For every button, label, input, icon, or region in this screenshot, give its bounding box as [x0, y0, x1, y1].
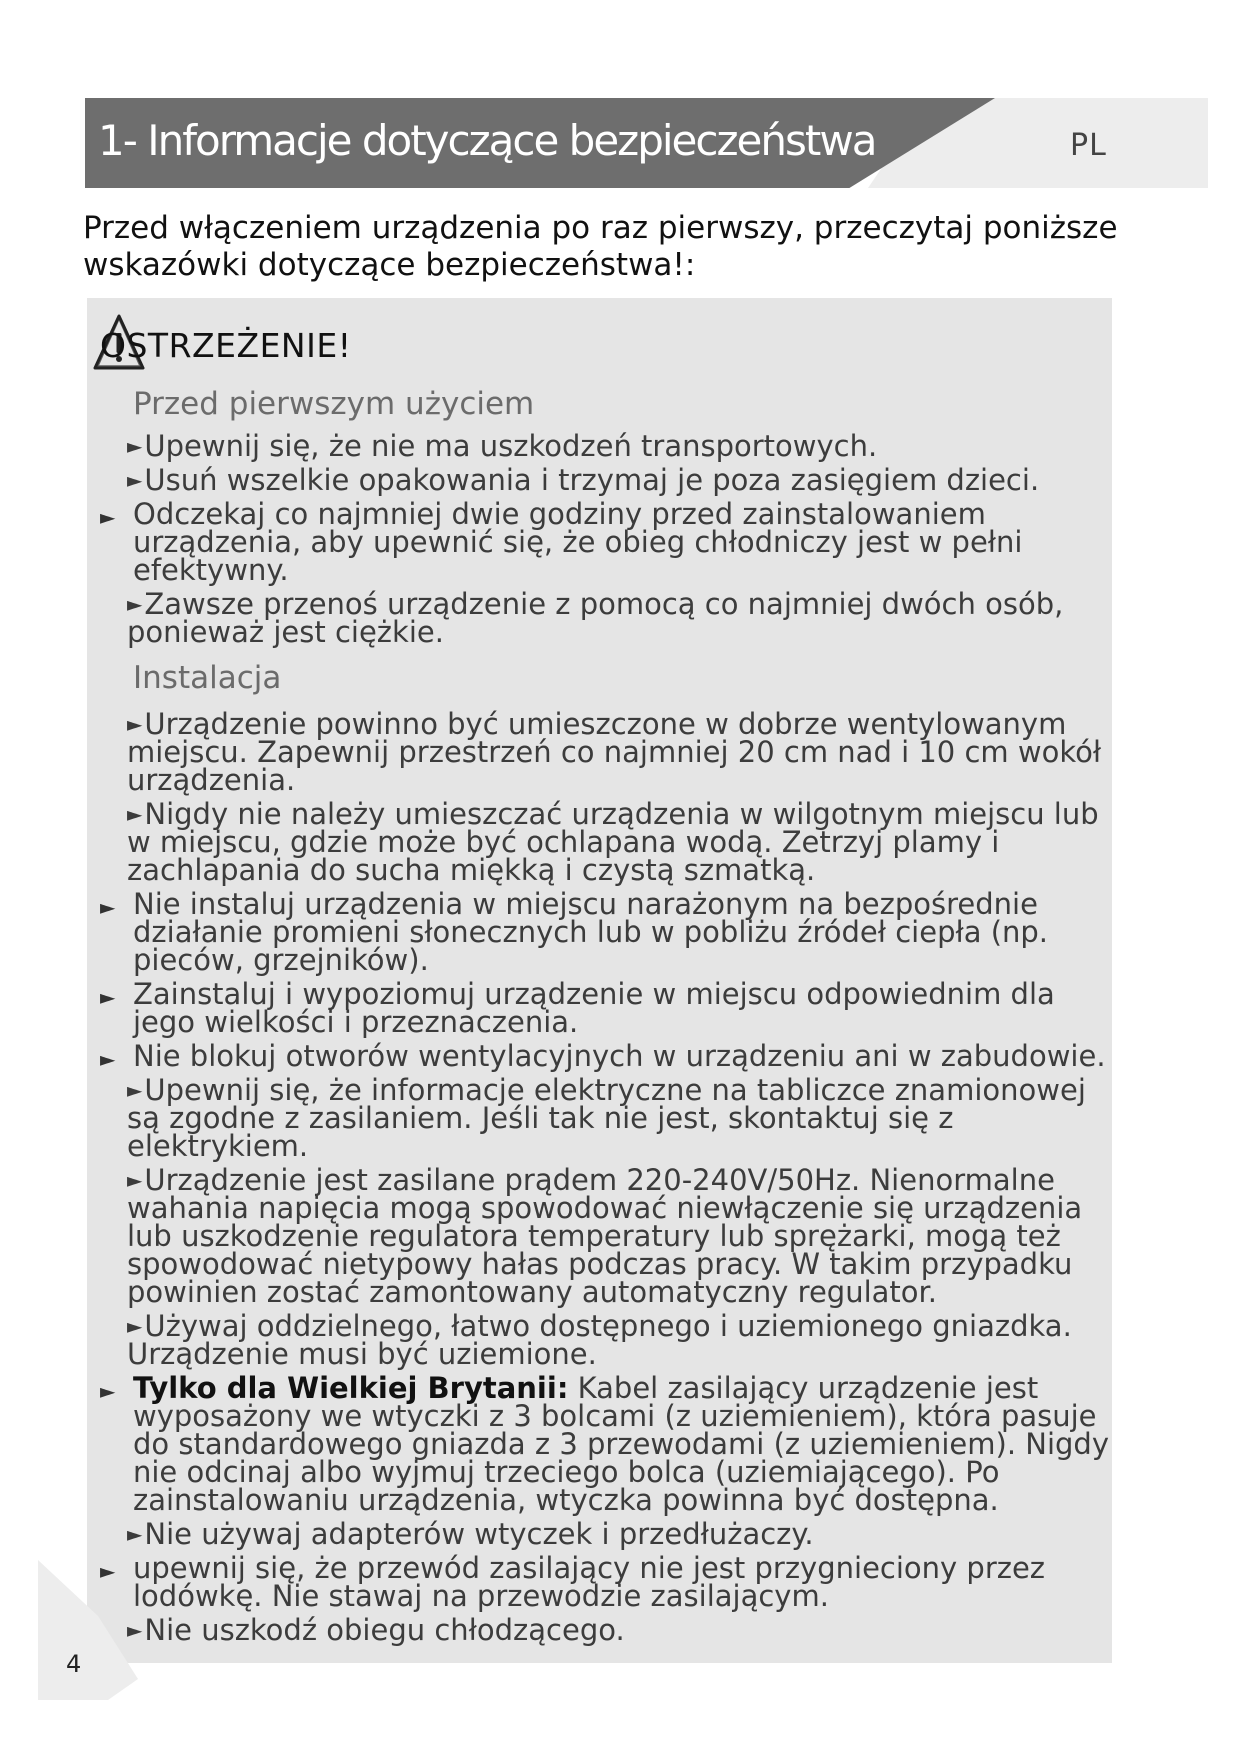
list-item-text: Kabel zasilający urządzenie jest wyposażony we wtyczki z 3 bolcami (z uziemieniem), która pasuje do standardowego gniazda z 3 przewodami (z uziemieniem). Nigdy nie odcinaj albo wyjmuj trzeciego bolca (uziemiającego). Po zainstalowaniu urządzenia, wtyczka powinna być dostępna.	[133, 1371, 1109, 1517]
bullet-arrow-icon: ►	[127, 592, 143, 616]
section-title-installation: Instalacja	[133, 660, 282, 696]
bullet-arrow-icon: ►	[127, 434, 143, 458]
intro-text: Przed włączeniem urządzenia po raz pierwszy, przeczytaj poniższe wskazówki dotyczące bezpieczeństwa!:	[83, 210, 1118, 283]
list-item-text: Nigdy nie należy umieszczać urządzenia w wilgotnym miejscu lub w miejscu, gdzie może być ochlapana wodą. Zetrzyj plamy i zachlapania do sucha miękką i czystą szmatką.	[127, 797, 1099, 887]
list-item	[100, 1039, 1120, 1073]
list-item	[100, 1073, 1120, 1163]
bullet-arrow-icon: ►	[127, 468, 143, 492]
bullet-arrow-icon: ►	[127, 802, 143, 826]
bullet-arrow-icon: ►	[100, 1559, 116, 1583]
list-item	[100, 1371, 1120, 1517]
bullet-arrow-icon: ►	[100, 505, 116, 529]
bullet-arrow-icon: ►	[127, 1522, 143, 1546]
list-item-text: Upewnij się, że nie ma uszkodzeń transportowych.	[144, 429, 878, 463]
safety-content	[100, 386, 1120, 1650]
list-item-text: Nie blokuj otworów wentylacyjnych w urządzeniu ani w zabudowie.	[133, 1039, 1106, 1073]
list-item-text: Zawsze przenoś urządzenie z pomocą co najmniej dwóch osób, ponieważ jest ciężkie.	[127, 587, 1064, 649]
list-item	[100, 707, 1120, 797]
bullet-arrow-icon: ►	[100, 1379, 116, 1403]
bullet-arrow-icon: ►	[100, 895, 116, 919]
list-item-text: Odczekaj co najmniej dwie godziny przed zainstalowaniem urządzenia, aby upewnić się, że obieg chłodniczy jest w pełni efektywny.	[133, 497, 1023, 587]
bullet-arrow-icon: ►	[127, 1168, 143, 1192]
section-heading: 1- Informacje dotyczące bezpieczeństwa	[98, 116, 876, 165]
list-item	[100, 1551, 1120, 1613]
page-number: 4	[66, 1650, 82, 1678]
bullet-arrow-icon: ►	[127, 1618, 143, 1642]
list-item-text: Usuń wszelkie opakowania i trzymaj je poza zasięgiem dzieci.	[144, 463, 1040, 497]
list-item-text: Nie używaj adapterów wtyczek i przedłużaczy.	[144, 1517, 814, 1551]
list-item-text: Nie instaluj urządzenia w miejscu narażonym na bezpośrednie działanie promieni słonecznych lub w pobliżu źródeł ciepła (np. pieców, grzejników).	[133, 887, 1049, 977]
list-item	[100, 887, 1120, 977]
warning-title: OSTRZEŻENIE!	[100, 326, 352, 365]
list-item-text: Używaj oddzielnego, łatwo dostępnego i uziemionego gniazdka. Urządzenie musi być uziemione.	[127, 1309, 1072, 1371]
language-code: PL	[1070, 128, 1107, 163]
bullet-arrow-icon: ►	[127, 1078, 143, 1102]
list-item	[100, 1517, 1120, 1551]
uk-only-label: Tylko dla Wielkiej Brytanii:	[133, 1371, 569, 1405]
list-item	[100, 977, 1120, 1039]
bullet-arrow-icon: ►	[100, 1047, 116, 1071]
list-item-text: Upewnij się, że informacje elektryczne na tabliczce znamionowej są zgodne z zasilaniem. Jeśli tak nie jest, skontaktuj się z elektrykiem.	[127, 1073, 1086, 1163]
list-item	[100, 1309, 1120, 1371]
list-item-text: upewnij się, że przewód zasilający nie jest przygnieciony przez lodówkę. Nie stawaj na przewodzie zasilającym.	[133, 1551, 1046, 1613]
list-item	[100, 587, 1120, 649]
bullet-arrow-icon: ►	[127, 1314, 143, 1338]
section-title-first-use: Przed pierwszym użyciem	[133, 386, 535, 422]
list-item	[100, 497, 1120, 587]
list-item-text: Nie uszkodź obiegu chłodzącego.	[144, 1613, 625, 1647]
list-item	[100, 463, 1120, 497]
bullet-arrow-icon: ►	[127, 712, 143, 736]
list-item	[100, 1163, 1120, 1309]
list-item	[100, 429, 1120, 463]
list-item	[100, 797, 1120, 887]
list-item-text: Zainstaluj i wypoziomuj urządzenie w miejscu odpowiednim dla jego wielkości i przeznaczenia.	[133, 977, 1055, 1039]
bullet-arrow-icon: ►	[100, 985, 116, 1009]
list-item-text: Urządzenie powinno być umieszczone w dobrze wentylowanym miejscu. Zapewnij przestrzeń co najmniej 20 cm nad i 10 cm wokół urządzenia.	[127, 707, 1102, 797]
list-item	[100, 1613, 1120, 1647]
list-item-text: Urządzenie jest zasilane prądem 220-240V/50Hz. Nienormalne wahania napięcia mogą spowodować niewłączenie się urządzenia lub uszkodzenie regulatora temperatury lub sprężarki, mogą też spowodować nietypowy hałas podczas pracy. W takim przypadku powinien zostać zamontowany automatyczny regulator.	[127, 1163, 1083, 1309]
